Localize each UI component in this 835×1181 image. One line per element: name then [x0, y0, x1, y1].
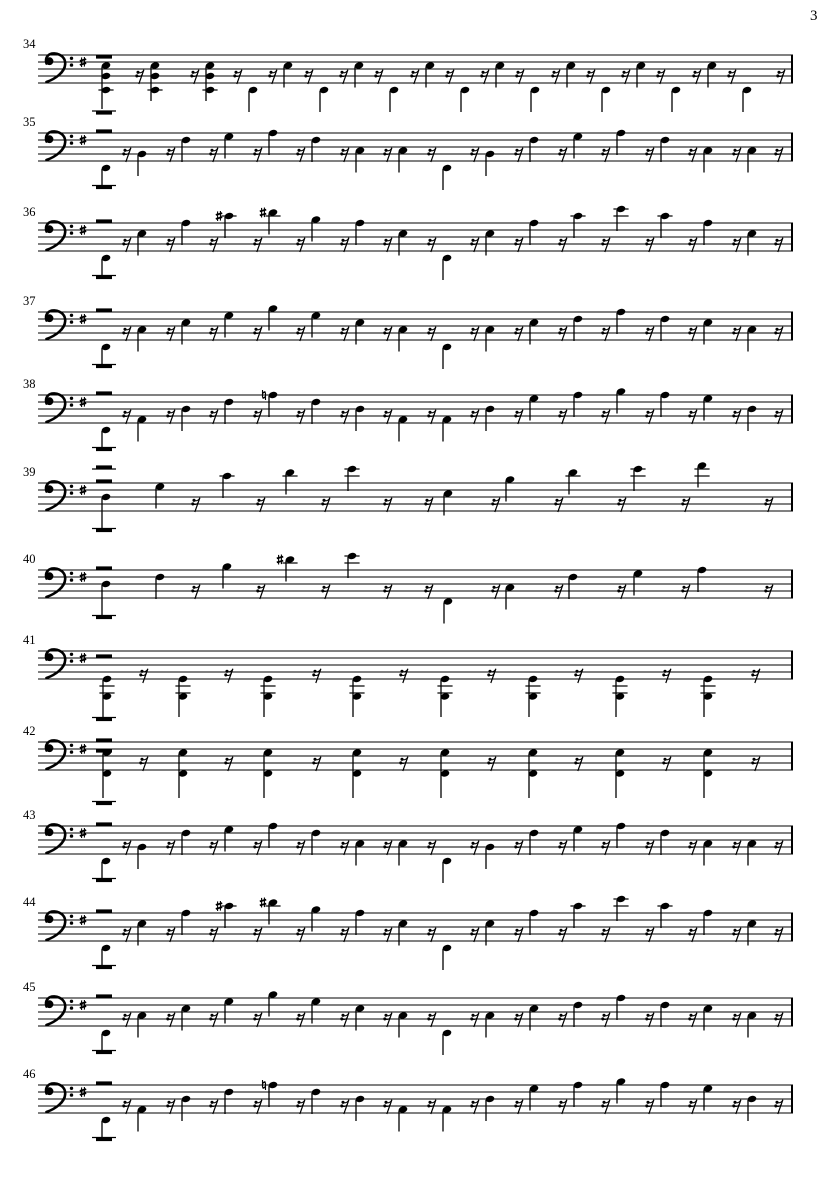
measure-number: 42 — [23, 724, 36, 738]
measure-number: 41 — [23, 633, 36, 647]
measure-number: 34 — [23, 37, 36, 51]
measure-number: 46 — [23, 1067, 36, 1081]
measure-number: 37 — [23, 294, 36, 308]
measure-number: 40 — [23, 552, 36, 566]
page-number: 3 — [810, 8, 818, 24]
measure-number: 39 — [23, 465, 36, 479]
measure-number: 45 — [23, 980, 36, 994]
measure-number: 36 — [23, 205, 36, 219]
measure-number: 35 — [23, 115, 36, 129]
measure-number: 38 — [23, 377, 36, 391]
measure-number: 44 — [23, 895, 36, 909]
measure-number: 43 — [23, 808, 36, 822]
